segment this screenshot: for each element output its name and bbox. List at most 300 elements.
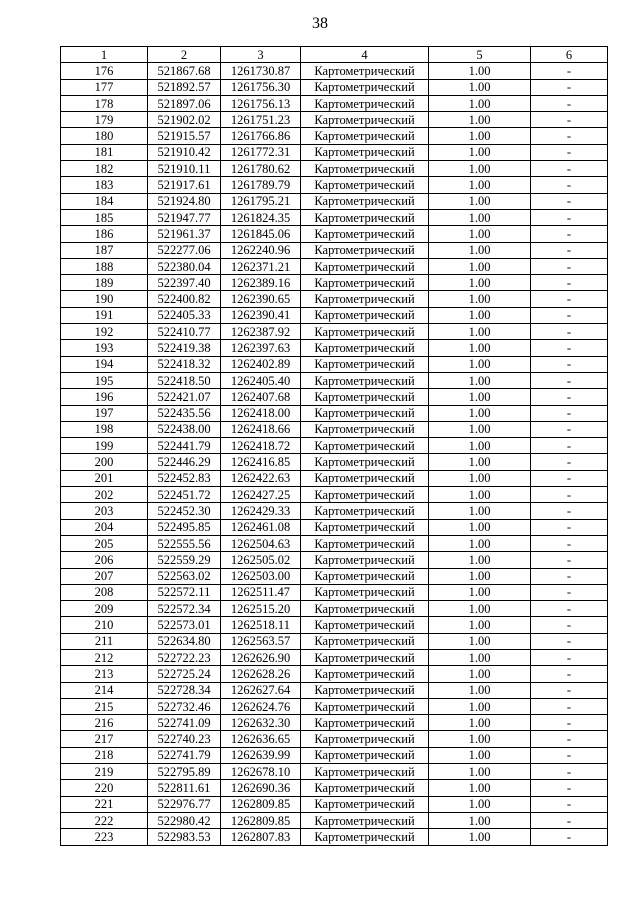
table-row	[61, 519, 608, 535]
table-cell: 522976.77	[148, 796, 221, 812]
table-cell: 522555.56	[148, 535, 221, 551]
table-cell: -	[531, 698, 608, 714]
table-cell: 1262418.66	[221, 421, 301, 437]
table-cell: 522572.34	[148, 601, 221, 617]
table-header	[61, 47, 608, 63]
table-cell: Картометрический	[301, 209, 429, 225]
table-cell: 1.00	[429, 324, 531, 340]
table-cell: -	[531, 649, 608, 665]
table-cell: 212	[61, 649, 148, 665]
table-cell: 1261845.06	[221, 226, 301, 242]
table-cell: 215	[61, 698, 148, 714]
table-cell: 200	[61, 454, 148, 470]
table-cell: 184	[61, 193, 148, 209]
table-cell: Картометрический	[301, 698, 429, 714]
table-cell: Картометрический	[301, 144, 429, 160]
table-row	[61, 161, 608, 177]
table-cell: 1261751.23	[221, 112, 301, 128]
table-cell: 1.00	[429, 568, 531, 584]
table-cell: 190	[61, 291, 148, 307]
table-cell: 1262407.68	[221, 389, 301, 405]
table-cell: 1.00	[429, 161, 531, 177]
table-cell: 196	[61, 389, 148, 405]
table-cell: 1.00	[429, 470, 531, 486]
table-cell: 1.00	[429, 584, 531, 600]
table-row	[61, 633, 608, 649]
table-cell: 522435.56	[148, 405, 221, 421]
table-cell: 522446.29	[148, 454, 221, 470]
table-cell: 521947.77	[148, 209, 221, 225]
table-row	[61, 438, 608, 454]
table-cell: -	[531, 617, 608, 633]
table-cell: 522740.23	[148, 731, 221, 747]
table-cell: 522397.40	[148, 275, 221, 291]
table-row	[61, 95, 608, 111]
table-cell: 1.00	[429, 144, 531, 160]
table-cell: 1262427.25	[221, 487, 301, 503]
table-cell: Картометрический	[301, 764, 429, 780]
table-row	[61, 405, 608, 421]
table-cell: 1261772.31	[221, 144, 301, 160]
table-cell: 1.00	[429, 715, 531, 731]
table-cell: -	[531, 356, 608, 372]
table-cell: 177	[61, 79, 148, 95]
table-cell: 204	[61, 519, 148, 535]
table-cell: 522741.09	[148, 715, 221, 731]
table-cell: Картометрический	[301, 552, 429, 568]
table-cell: 1.00	[429, 372, 531, 388]
table-cell: 1262809.85	[221, 796, 301, 812]
table-cell: -	[531, 682, 608, 698]
table-cell: -	[531, 340, 608, 356]
table-cell: -	[531, 63, 608, 79]
table-cell: -	[531, 601, 608, 617]
table-cell: -	[531, 715, 608, 731]
table-row	[61, 454, 608, 470]
table-cell: 1261789.79	[221, 177, 301, 193]
table-cell: 1.00	[429, 633, 531, 649]
table-row	[61, 552, 608, 568]
table-cell: 522572.11	[148, 584, 221, 600]
table-cell: 1.00	[429, 454, 531, 470]
table-row	[61, 470, 608, 486]
table-cell: Картометрический	[301, 487, 429, 503]
table-cell: 209	[61, 601, 148, 617]
table-cell: 522573.01	[148, 617, 221, 633]
table-row	[61, 193, 608, 209]
table-row	[61, 780, 608, 796]
table-cell: -	[531, 503, 608, 519]
table-cell: 1.00	[429, 405, 531, 421]
table-row	[61, 796, 608, 812]
table-cell: -	[531, 812, 608, 828]
table-cell: 521917.61	[148, 177, 221, 193]
table-cell: -	[531, 112, 608, 128]
table-cell: 1.00	[429, 796, 531, 812]
table-cell: 1262563.57	[221, 633, 301, 649]
column-header: 3	[221, 47, 301, 63]
table-cell: 1.00	[429, 519, 531, 535]
table-cell: 1262390.65	[221, 291, 301, 307]
table-cell: 208	[61, 584, 148, 600]
table-cell: 186	[61, 226, 148, 242]
table-cell: 187	[61, 242, 148, 258]
table-cell: -	[531, 389, 608, 405]
table-cell: 1.00	[429, 829, 531, 845]
table-row	[61, 682, 608, 698]
table-row	[61, 226, 608, 242]
table-cell: 522741.79	[148, 747, 221, 763]
table-cell: 1.00	[429, 95, 531, 111]
column-header: 6	[531, 47, 608, 63]
table-cell: 191	[61, 307, 148, 323]
table-cell: 522795.89	[148, 764, 221, 780]
table-cell: -	[531, 79, 608, 95]
table-cell: 522438.00	[148, 421, 221, 437]
table-cell: Картометрический	[301, 682, 429, 698]
table-cell: Картометрический	[301, 128, 429, 144]
table-row	[61, 258, 608, 274]
table-cell: 1.00	[429, 535, 531, 551]
table-row	[61, 698, 608, 714]
table-cell: 1.00	[429, 666, 531, 682]
table-row	[61, 731, 608, 747]
table-cell: 1262390.41	[221, 307, 301, 323]
table-cell: 202	[61, 487, 148, 503]
table-cell: 521897.06	[148, 95, 221, 111]
table-cell: Картометрический	[301, 242, 429, 258]
table-cell: 1.00	[429, 503, 531, 519]
table-cell: 1262405.40	[221, 372, 301, 388]
table-cell: 1.00	[429, 780, 531, 796]
table-cell: 1.00	[429, 226, 531, 242]
table-cell: 1262402.89	[221, 356, 301, 372]
table-row	[61, 340, 608, 356]
table-cell: 1.00	[429, 63, 531, 79]
table-cell: -	[531, 764, 608, 780]
table-cell: 1.00	[429, 764, 531, 780]
table-row	[61, 128, 608, 144]
table-row	[61, 421, 608, 437]
table-cell: 522380.04	[148, 258, 221, 274]
table-cell: 219	[61, 764, 148, 780]
table-cell: 1.00	[429, 112, 531, 128]
table-row	[61, 829, 608, 845]
table-cell: 213	[61, 666, 148, 682]
table-cell: 210	[61, 617, 148, 633]
table-cell: 1.00	[429, 731, 531, 747]
table-cell: 1262511.47	[221, 584, 301, 600]
table-cell: 522563.02	[148, 568, 221, 584]
table-cell: Картометрический	[301, 291, 429, 307]
table-cell: Картометрический	[301, 666, 429, 682]
table-cell: Картометрический	[301, 438, 429, 454]
table-cell: -	[531, 568, 608, 584]
table-cell: 1261824.35	[221, 209, 301, 225]
table-cell: 522418.50	[148, 372, 221, 388]
table-cell: 521961.37	[148, 226, 221, 242]
table-cell: Картометрический	[301, 470, 429, 486]
table-cell: -	[531, 666, 608, 682]
table-cell: 1.00	[429, 356, 531, 372]
table-cell: Картометрический	[301, 715, 429, 731]
table-row	[61, 535, 608, 551]
table-cell: 193	[61, 340, 148, 356]
table-cell: 521915.57	[148, 128, 221, 144]
table-cell: Картометрический	[301, 258, 429, 274]
table-cell: Картометрический	[301, 796, 429, 812]
table-cell: Картометрический	[301, 356, 429, 372]
table-row	[61, 242, 608, 258]
table-cell: 522277.06	[148, 242, 221, 258]
table-cell: -	[531, 95, 608, 111]
table-cell: -	[531, 552, 608, 568]
table-cell: 1.00	[429, 242, 531, 258]
table-cell: 1.00	[429, 128, 531, 144]
table-cell: 180	[61, 128, 148, 144]
table-cell: Картометрический	[301, 340, 429, 356]
table-cell: -	[531, 633, 608, 649]
table-row	[61, 209, 608, 225]
table-cell: 1262632.30	[221, 715, 301, 731]
table-row	[61, 372, 608, 388]
table-cell: 522405.33	[148, 307, 221, 323]
table-cell: -	[531, 128, 608, 144]
table-cell: 522495.85	[148, 519, 221, 535]
table-cell: Картометрический	[301, 568, 429, 584]
table-cell: 1262515.20	[221, 601, 301, 617]
table-cell: 1261780.62	[221, 161, 301, 177]
table-cell: Картометрический	[301, 79, 429, 95]
table-cell: 1261766.86	[221, 128, 301, 144]
table-cell: 1262518.11	[221, 617, 301, 633]
coordinates-table	[60, 46, 608, 846]
table-cell: Картометрический	[301, 812, 429, 828]
table-cell: 220	[61, 780, 148, 796]
table-cell: Картометрический	[301, 389, 429, 405]
table-cell: Картометрический	[301, 535, 429, 551]
table-row	[61, 601, 608, 617]
table-cell: -	[531, 161, 608, 177]
table-cell: 181	[61, 144, 148, 160]
table-row	[61, 503, 608, 519]
table-cell: 522634.80	[148, 633, 221, 649]
table-cell: 1262416.85	[221, 454, 301, 470]
table-row	[61, 79, 608, 95]
table-cell: 1262418.00	[221, 405, 301, 421]
table-cell: 1.00	[429, 389, 531, 405]
table-cell: Картометрический	[301, 324, 429, 340]
table-cell: -	[531, 193, 608, 209]
table-row	[61, 584, 608, 600]
table-row	[61, 144, 608, 160]
table-cell: 1262422.63	[221, 470, 301, 486]
header-row	[61, 47, 608, 63]
table-row	[61, 356, 608, 372]
table-body	[61, 63, 608, 845]
table-cell: 521867.68	[148, 63, 221, 79]
table-cell: 203	[61, 503, 148, 519]
table-cell: 1.00	[429, 747, 531, 763]
table-cell: 522421.07	[148, 389, 221, 405]
table-cell: 217	[61, 731, 148, 747]
table-cell: 1262690.36	[221, 780, 301, 796]
table-cell: 218	[61, 747, 148, 763]
table-cell: 522983.53	[148, 829, 221, 845]
table-cell: 1261730.87	[221, 63, 301, 79]
table-row	[61, 715, 608, 731]
table-cell: 185	[61, 209, 148, 225]
table-cell: 1262626.90	[221, 649, 301, 665]
column-header: 5	[429, 47, 531, 63]
column-header: 4	[301, 47, 429, 63]
table-row	[61, 568, 608, 584]
table-cell: -	[531, 829, 608, 845]
page-number: 38	[312, 15, 328, 32]
table-cell: 1262639.99	[221, 747, 301, 763]
table-cell: 199	[61, 438, 148, 454]
table-cell: 1.00	[429, 601, 531, 617]
table-cell: 522732.46	[148, 698, 221, 714]
table-row	[61, 764, 608, 780]
table-cell: 522728.34	[148, 682, 221, 698]
table-cell: 1.00	[429, 552, 531, 568]
table-cell: 1262628.26	[221, 666, 301, 682]
table-cell: 211	[61, 633, 148, 649]
table-row	[61, 666, 608, 682]
table-cell: 522400.82	[148, 291, 221, 307]
table-cell: -	[531, 307, 608, 323]
table-cell: 522722.23	[148, 649, 221, 665]
table-cell: 522559.29	[148, 552, 221, 568]
table-cell: 1262429.33	[221, 503, 301, 519]
table-cell: 522811.61	[148, 780, 221, 796]
table-row	[61, 747, 608, 763]
table-cell: 201	[61, 470, 148, 486]
table-cell: Картометрический	[301, 584, 429, 600]
table-cell: -	[531, 144, 608, 160]
table-cell: -	[531, 584, 608, 600]
table-cell: 1.00	[429, 617, 531, 633]
table-cell: 178	[61, 95, 148, 111]
table-cell: 1.00	[429, 258, 531, 274]
table-row	[61, 307, 608, 323]
table-cell: 223	[61, 829, 148, 845]
table-cell: 1262678.10	[221, 764, 301, 780]
table-cell: -	[531, 796, 608, 812]
table-cell: -	[531, 324, 608, 340]
table-cell: -	[531, 242, 608, 258]
table-cell: -	[531, 470, 608, 486]
table-cell: 182	[61, 161, 148, 177]
table-cell: 214	[61, 682, 148, 698]
table-cell: -	[531, 519, 608, 535]
table-cell: 1.00	[429, 291, 531, 307]
table-cell: -	[531, 780, 608, 796]
table-cell: 1262505.02	[221, 552, 301, 568]
table-row	[61, 324, 608, 340]
table-cell: 194	[61, 356, 148, 372]
table-cell: 1.00	[429, 649, 531, 665]
table-cell: 1262389.16	[221, 275, 301, 291]
table-cell: 522725.24	[148, 666, 221, 682]
table-row	[61, 812, 608, 828]
table-cell: 1261795.21	[221, 193, 301, 209]
table-cell: 522452.30	[148, 503, 221, 519]
column-header: 1	[61, 47, 148, 63]
table-cell: Картометрический	[301, 226, 429, 242]
table-row	[61, 275, 608, 291]
table-cell: 521892.57	[148, 79, 221, 95]
table-cell: 1.00	[429, 812, 531, 828]
table-cell: -	[531, 535, 608, 551]
table-row	[61, 112, 608, 128]
table-cell: 521910.11	[148, 161, 221, 177]
table-cell: 1.00	[429, 698, 531, 714]
table-cell: 1261756.13	[221, 95, 301, 111]
table-cell: 222	[61, 812, 148, 828]
table-cell: 1262627.64	[221, 682, 301, 698]
table-cell: Картометрический	[301, 193, 429, 209]
table-cell: Картометрический	[301, 601, 429, 617]
table-cell: Картометрический	[301, 454, 429, 470]
table-cell: -	[531, 177, 608, 193]
table-cell: Картометрический	[301, 731, 429, 747]
table-cell: 216	[61, 715, 148, 731]
table-cell: -	[531, 291, 608, 307]
table-cell: 1.00	[429, 421, 531, 437]
table-cell: 1262809.85	[221, 812, 301, 828]
table-cell: 189	[61, 275, 148, 291]
table-cell: 183	[61, 177, 148, 193]
table-cell: 206	[61, 552, 148, 568]
table-cell: 521910.42	[148, 144, 221, 160]
table-cell: 1262397.63	[221, 340, 301, 356]
table-cell: 1.00	[429, 177, 531, 193]
table-cell: -	[531, 258, 608, 274]
table-cell: Картометрический	[301, 503, 429, 519]
table-cell: 1262807.83	[221, 829, 301, 845]
table-cell: 197	[61, 405, 148, 421]
table-cell: 522410.77	[148, 324, 221, 340]
table-cell: 195	[61, 372, 148, 388]
table-cell: -	[531, 747, 608, 763]
table-cell: -	[531, 226, 608, 242]
table-cell: 1262240.96	[221, 242, 301, 258]
table-cell: Картометрический	[301, 63, 429, 79]
table-row	[61, 63, 608, 79]
table-cell: Картометрический	[301, 617, 429, 633]
table-cell: 221	[61, 796, 148, 812]
table-row	[61, 487, 608, 503]
table-cell: Картометрический	[301, 307, 429, 323]
table-cell: 205	[61, 535, 148, 551]
table-cell: 188	[61, 258, 148, 274]
table-cell: Картометрический	[301, 112, 429, 128]
table-cell: Картометрический	[301, 829, 429, 845]
table-cell: Картометрический	[301, 95, 429, 111]
table-cell: 1.00	[429, 79, 531, 95]
table-cell: 1.00	[429, 340, 531, 356]
table-cell: 522451.72	[148, 487, 221, 503]
column-header: 2	[148, 47, 221, 63]
table-cell: -	[531, 372, 608, 388]
table-cell: 522441.79	[148, 438, 221, 454]
table-cell: 1262503.00	[221, 568, 301, 584]
table-cell: 198	[61, 421, 148, 437]
table-cell: Картометрический	[301, 780, 429, 796]
table-cell: 522419.38	[148, 340, 221, 356]
